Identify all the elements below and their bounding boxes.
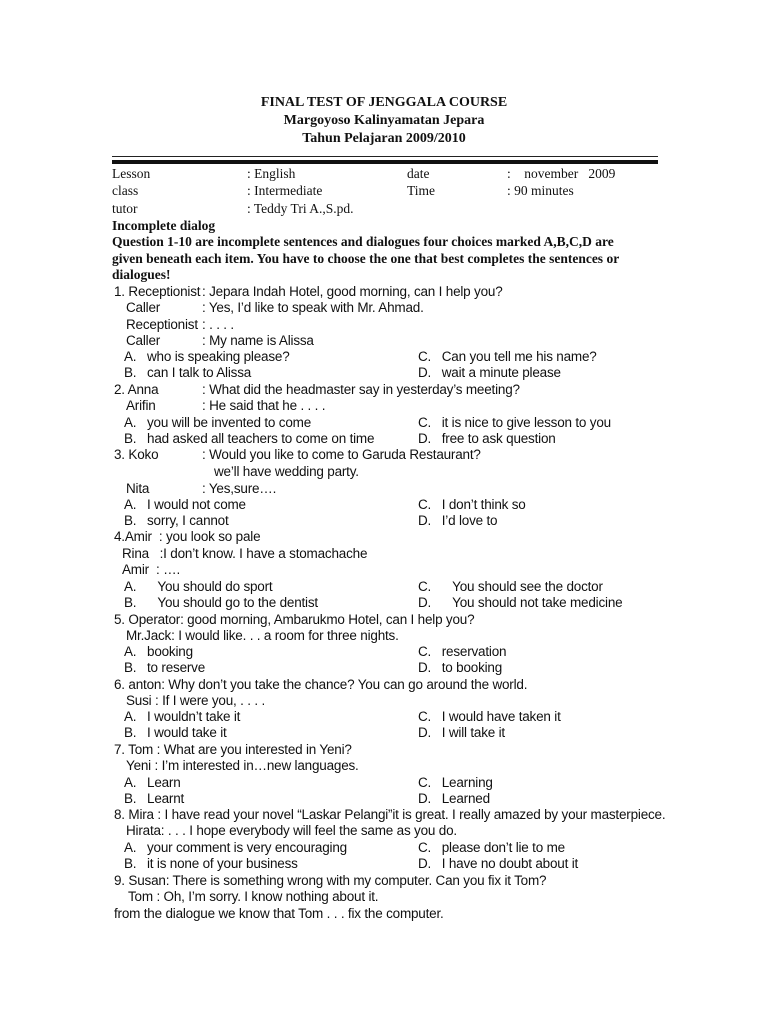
q7-option-d: D. Learned <box>418 791 490 806</box>
q2-line-1: : What did the headmaster say in yesterday’s meeting? <box>202 382 520 397</box>
lesson-value: : English <box>247 166 296 181</box>
q3-line-1: : Would you like to come to Garuda Restaurant? <box>202 447 481 462</box>
q8-option-c: C. please don’t lie to me <box>418 840 565 855</box>
class-label: class <box>112 183 139 198</box>
q4-option-d: D. You should not take medicine <box>418 595 623 610</box>
school-name: Margoyoso Kalinyamatan Jepara <box>283 113 485 128</box>
q3-line-3: : Yes,sure…. <box>202 481 277 496</box>
q1-speaker-4: Caller <box>126 333 161 348</box>
instructions-line-1: Question 1-10 are incomplete sentences and dialogues four choices marked A,B,C,D are <box>112 234 614 249</box>
q6-option-b: B. I would take it <box>124 725 227 740</box>
q7-line-1: 7. Tom : What are you interested in Yeni? <box>114 742 352 757</box>
q2-line-2: : He said that he . . . . <box>202 398 326 413</box>
q7-option-c: C. Learning <box>418 775 493 790</box>
q8-option-a: A. your comment is very encouraging <box>124 840 347 855</box>
q1-line-2: : Yes, I’d like to speak with Mr. Ahmad. <box>202 300 424 315</box>
q9-line-2: Tom : Oh, I’m sorry. I know nothing about it. <box>128 889 379 904</box>
q5-option-d: D. to booking <box>418 660 503 675</box>
q1-option-b: B. can I talk to Alissa <box>124 365 252 380</box>
q1-line-3: : . . . . <box>202 317 234 332</box>
q5-option-c: C. reservation <box>418 644 507 659</box>
q4-option-b: B. You should go to the dentist <box>124 595 318 610</box>
tutor-value: : Teddy Tri A.,S.pd. <box>247 201 354 216</box>
school-year: Tahun Pelajaran 2009/2010 <box>302 131 466 146</box>
tutor-label: tutor <box>112 201 138 216</box>
q8-option-d: D. I have no doubt about it <box>418 856 579 871</box>
q3-speaker-1: 3. Koko <box>114 447 159 462</box>
q1-option-d: D. wait a minute please <box>418 365 561 380</box>
q9-line-1: 9. Susan: There is something wrong with my computer. Can you fix it Tom? <box>114 873 547 888</box>
header-rule-thick <box>112 160 658 164</box>
q4-option-c: C. You should see the doctor <box>418 579 603 594</box>
q2-option-b: B. had asked all teachers to come on time <box>124 431 375 446</box>
q7-option-a: A. Learn <box>124 775 181 790</box>
q6-line-1: 6. anton: Why don’t you take the chance? You can go around the world. <box>114 677 528 692</box>
q8-line-2: Hirata: . . . I hope everybody will feel the same as you do. <box>126 823 457 838</box>
q7-line-2: Yeni : I’m interested in…new languages. <box>126 758 359 773</box>
q7-option-b: B. Learnt <box>124 791 185 806</box>
q1-option-c: C. Can you tell me his name? <box>418 349 597 364</box>
q1-option-a: A. who is speaking please? <box>124 349 290 364</box>
q5-line-2: Mr.Jack: I would like. . . a room for three nights. <box>126 628 399 643</box>
q3-line-2: we’ll have wedding party. <box>214 464 359 479</box>
class-value: : Intermediate <box>247 183 323 198</box>
time-label: Time <box>407 183 436 198</box>
test-title: FINAL TEST OF JENGGALA COURSE <box>260 95 508 110</box>
q8-option-b: B. it is none of your business <box>124 856 298 871</box>
header-rule-thin <box>112 156 658 157</box>
q1-speaker-3: Receptionist <box>126 317 198 332</box>
q9-line-3: from the dialogue we know that Tom . . . fix the computer. <box>114 906 444 921</box>
q3-option-d: D. I’d love to <box>418 513 498 528</box>
q4-option-a: A. You should do sport <box>124 579 273 594</box>
instructions-line-2: given beneath each item. You have to choose the one that best completes the sentences or <box>112 251 620 266</box>
section-title: Incomplete dialog <box>112 218 216 233</box>
q6-option-a: A. I wouldn’t take it <box>124 709 241 724</box>
q5-option-a: A. booking <box>124 644 193 659</box>
q5-option-b: B. to reserve <box>124 660 206 675</box>
q4-line-1: 4.Amir : you look so pale <box>114 529 261 544</box>
q6-option-c: C. I would have taken it <box>418 709 561 724</box>
q2-option-d: D. free to ask question <box>418 431 556 446</box>
q1-line-4: : My name is Alissa <box>202 333 314 348</box>
date-value: : november 2009 <box>507 166 616 181</box>
q2-option-a: A. you will be invented to come <box>124 415 312 430</box>
instructions-line-3: dialogues! <box>112 267 171 282</box>
q8-line-1: 8. Mira : I have read your novel “Laskar Pelangi”it is great. I really amazed by your masterpiece. <box>114 807 666 822</box>
q2-option-c: C. it is nice to give lesson to you <box>418 415 611 430</box>
q6-line-2: Susi : If I were you, . . . . <box>126 693 266 708</box>
q3-option-c: C. I don’t think so <box>418 497 526 512</box>
q3-option-b: B. sorry, I cannot <box>124 513 229 528</box>
q3-speaker-3: Nita <box>126 481 150 496</box>
q3-option-a: A. I would not come <box>124 497 246 512</box>
q5-line-1: 5. Operator: good morning, Ambarukmo Hotel, can I help you? <box>114 612 475 627</box>
q1-line-1: : Jepara Indah Hotel, good morning, can I help you? <box>202 284 503 299</box>
date-label: date <box>407 166 430 181</box>
q1-speaker-2: Caller <box>126 300 161 315</box>
q2-speaker-1: 2. Anna <box>114 382 159 397</box>
lesson-label: Lesson <box>112 166 151 181</box>
q6-option-d: D. I will take it <box>418 725 505 740</box>
q4-line-2: Rina :I don’t know. I have a stomachache <box>122 546 368 561</box>
q2-speaker-2: Arifin <box>126 398 156 413</box>
q4-line-3: Amir : …. <box>122 562 180 577</box>
q1-speaker-1: 1. Receptionist <box>114 284 201 299</box>
time-value: : 90 minutes <box>507 183 574 198</box>
